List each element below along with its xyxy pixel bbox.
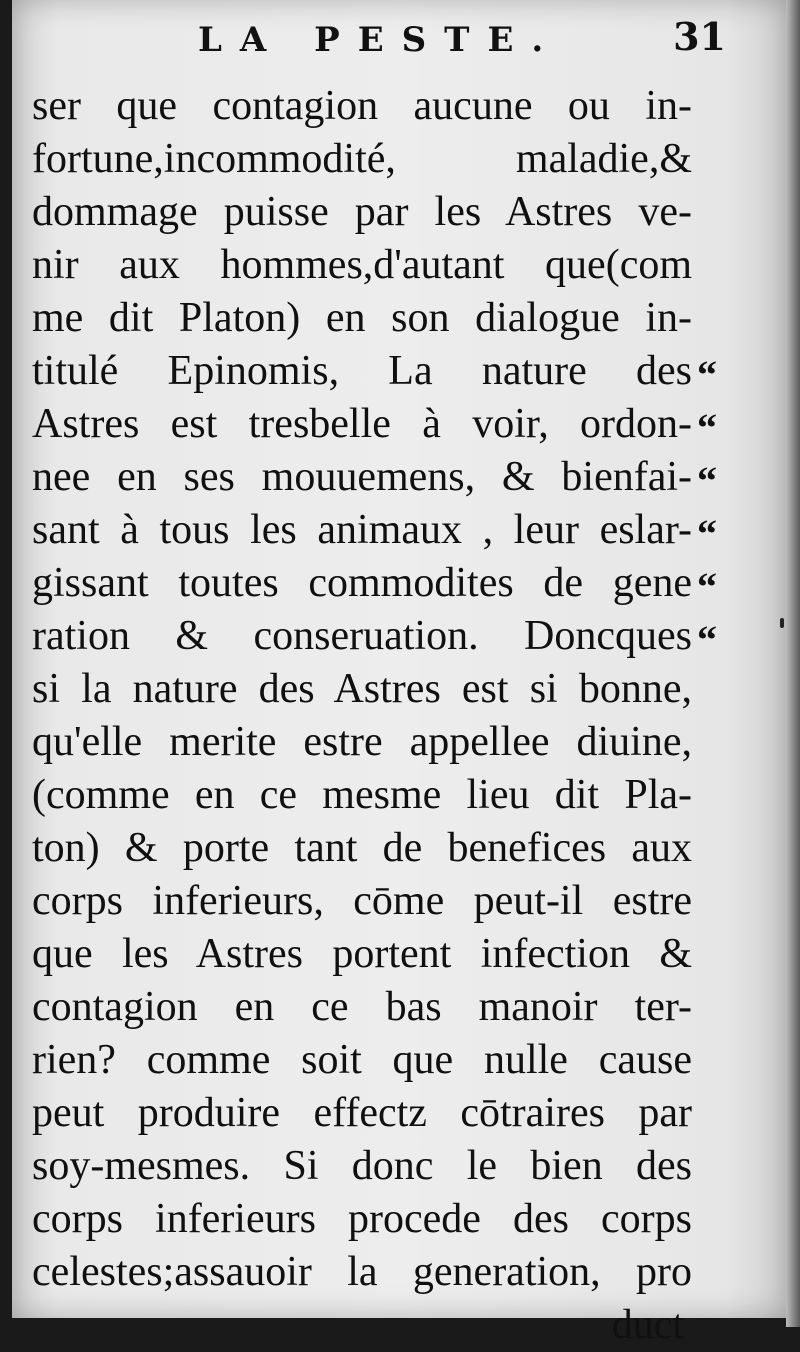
running-title: LA PESTE. bbox=[198, 20, 562, 60]
page-edge-shadow bbox=[786, 0, 800, 1327]
quote-mark: “ bbox=[697, 617, 717, 662]
body-text bbox=[32, 80, 692, 1352]
quote-mark: “ bbox=[697, 511, 717, 556]
text-line: titulé Epinomis, La nature des bbox=[32, 348, 692, 394]
text-line: nee en ses mouuemens, & bienfai- bbox=[32, 454, 692, 500]
text-line: rien? comme soit que nulle cause bbox=[32, 1037, 692, 1083]
text-line: ser que contagion aucune ou in- bbox=[32, 83, 692, 129]
text-line: ton) & porte tant de benefices aux bbox=[32, 825, 692, 871]
text-line: sant à tous les animaux , leur eslar- bbox=[32, 507, 692, 553]
text-line: contagion en ce bas manoir ter- bbox=[32, 984, 692, 1030]
text-line: soy-mesmes. Si donc le bien des bbox=[32, 1143, 692, 1189]
quote-mark: “ bbox=[697, 352, 717, 397]
text-line: nir aux hommes,d'autant que(com bbox=[32, 242, 692, 288]
page-number: 31 bbox=[673, 14, 726, 59]
text-line: peut produire effectz cōtraires par bbox=[32, 1090, 692, 1136]
catchword: duct bbox=[611, 1302, 684, 1348]
text-line: dommage puisse par les Astres ve- bbox=[32, 189, 692, 235]
ink-speck bbox=[780, 618, 784, 628]
text-line: gissant toutes commodites de gene bbox=[32, 560, 692, 606]
quote-mark: “ bbox=[697, 458, 717, 503]
text-line: celestes;assauoir la generation, pro bbox=[32, 1249, 692, 1295]
text-line: corps inferieurs, cōme peut-il estre bbox=[32, 878, 692, 924]
text-line: qu'elle merite estre appellee diuine, bbox=[32, 719, 692, 765]
text-line: corps inferieurs procede des corps bbox=[32, 1196, 692, 1242]
text-line: ration & conseruation. Doncques bbox=[32, 613, 692, 659]
page-header bbox=[30, 14, 730, 62]
text-line: (comme en ce mesme lieu dit Pla- bbox=[32, 772, 692, 818]
book-page bbox=[12, 0, 788, 1348]
text-line: si la nature des Astres est si bonne, bbox=[32, 666, 692, 712]
text-line: que les Astres portent infection & bbox=[32, 931, 692, 977]
text-line: Astres est tresbelle à voir, ordon- bbox=[32, 401, 692, 447]
text-line: me dit Platon) en son dialogue in- bbox=[32, 295, 692, 341]
quote-mark: “ bbox=[697, 564, 717, 609]
text-line: fortune,incommodité, maladie,& bbox=[32, 136, 692, 182]
quote-mark: “ bbox=[697, 405, 717, 450]
